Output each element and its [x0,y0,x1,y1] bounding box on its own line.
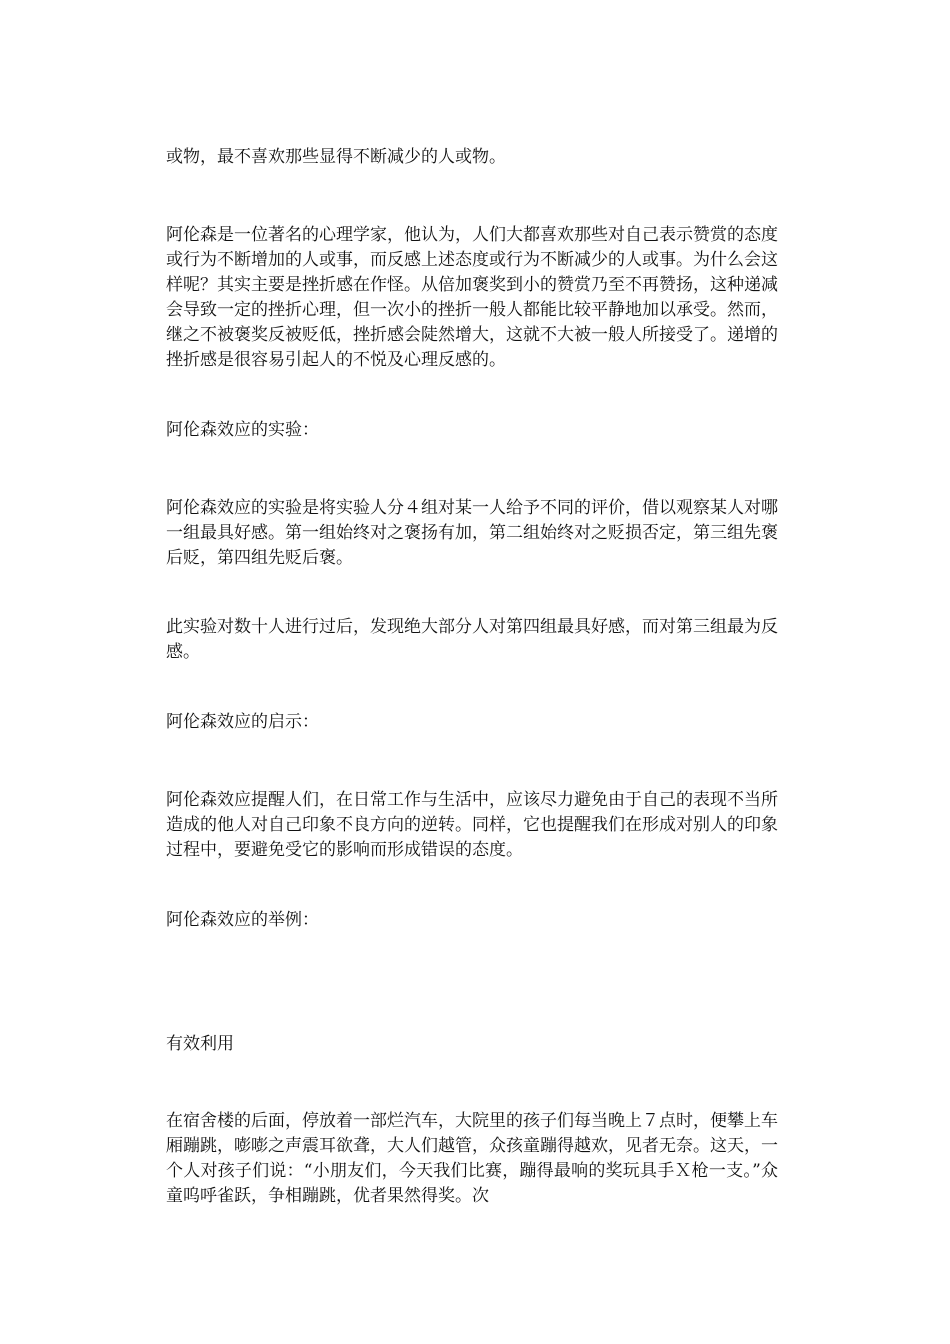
paragraph-experiment-method: 阿伦森效应的实验是将实验人分４组对某一人给予不同的评价，借以观察某人对哪一组最具好感。第一组始终对之褒扬有加，第二组始终对之贬损否定，第三组先褒后贬，第四组先贬后褒。 [166,498,778,568]
section-heading-effective-use: 有效利用 [166,1034,234,1054]
section-heading-insight: 阿伦森效应的启示： [166,712,319,732]
paragraph-example-story: 在宿舍楼的后面，停放着一部烂汽车，大院里的孩子们每当晚上７点时，便攀上车厢蹦跳，嘭嘭之声震耳欲聋，大人们越管，众孩童蹦得越欢，见者无奈。这天，一个人对孩子们说：“小朋友们，今天我们比赛，蹦得最响的奖玩具手Ｘ枪一支。”众童呜呼雀跃，争相蹦跳，优者果然得奖。次 [166,1111,778,1206]
paragraph-continuation: 或物，最不喜欢那些显得不断减少的人或物。 [166,147,506,167]
paragraph-aronson-intro: 阿伦森是一位著名的心理学家，他认为，人们大都喜欢那些对自己表示赞赏的态度或行为不断增加的人或事，而反感上述态度或行为不断减少的人或事。为什么会这样呢？其实主要是挫折感在作怪。从倍加褒奖到小的赞赏乃至不再赞扬，这种递减会导致一定的挫折心理，但一次小的挫折一般人都能比较平静地加以承受。然而，继之不被褒奖反被贬低，挫折感会陡然增大，这就不大被一般人所接受了。递增的挫折感是很容易引起人的不悦及心理反感的。 [166,225,778,370]
paragraph-insight: 阿伦森效应提醒人们，在日常工作与生活中，应该尽力避免由于自己的表现不当所造成的他人对自己印象不良方向的逆转。同样，它也提醒我们在形成对别人的印象过程中，要避免受它的影响而形成错误的态度。 [166,790,778,860]
paragraph-experiment-result: 此实验对数十人进行过后，发现绝大部分人对第四组最具好感，而对第三组最为反感。 [166,617,778,662]
section-heading-examples: 阿伦森效应的举例： [166,910,319,930]
section-heading-experiment: 阿伦森效应的实验： [166,420,319,440]
document-body [166,145,778,1209]
